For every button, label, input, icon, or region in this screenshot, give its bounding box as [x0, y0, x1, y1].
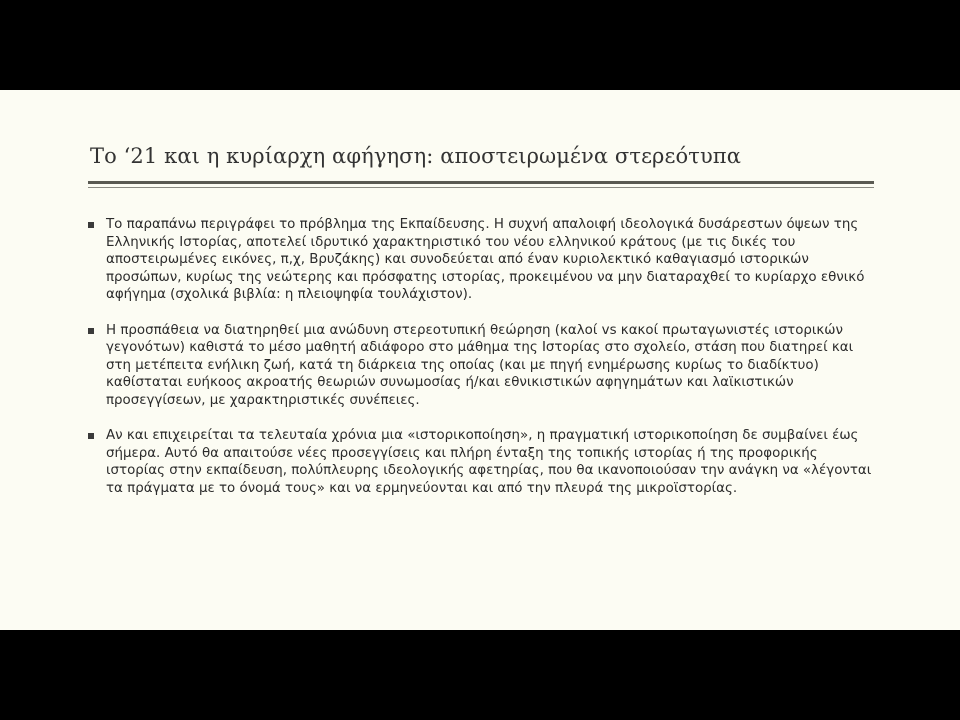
bullet-text: Αν και επιχειρείται τα τελευταία χρόνια μια «ιστορικοποίηση», η πραγματική ιστορικοποίηση δε συμβαίνει έως σήμερα. Αυτό θα απαιτούσε νέες προσεγγίσεις και πλήρη ένταξη της τοπικής ιστορίας ή της προφορικής ιστορίας στην εκπαίδευση, πολύπλευρης ιδεολογικής αφετηρίας, που θα ικανοποιούσαν την ανάγκη να «λέγονται τα πράγματα με το όνομά τους» και να ερμηνεύονται και από την πλευρά της μικροϊστορίας.	[106, 428, 872, 496]
slide-title: Το ‘21 και η κυρίαρχη αφήγηση: αποστειρωμένα στερεότυπα	[90, 144, 741, 168]
bullet-list	[88, 216, 874, 515]
square-bullet-icon	[88, 222, 94, 228]
square-bullet-icon	[88, 433, 94, 439]
bullet-text: Το παραπάνω περιγράφει το πρόβλημα της Εκπαίδευσης. Η συχνή απαλοιφή ιδεολογικά δυσάρεστων όψεων της Ελληνικής Ιστορίας, αποτελεί ιδρυτικό χαρακτηριστικό του νέου ελληνικού κράτους (με τις δικές του αποστειρωμένες εικόνες, π,χ, Βρυζάκης) και συνοδεύεται από έναν κυριολεκτικό καθαγιασμό ιστορικών προσώπων, κυρίως της νεώτερης και πρόσφατης ιστορίας, προκειμένου να μην διαταραχθεί το κυρίαρχο εθνικό αφήγημα (σχολικά βιβλία: η πλειοψηφία τουλάχιστον).	[106, 217, 865, 302]
bullet-item-1	[88, 216, 874, 304]
bullet-item-2	[88, 322, 874, 410]
square-bullet-icon	[88, 328, 94, 334]
title-underline-thin	[88, 187, 874, 188]
bullet-text: Η προσπάθεια να διατηρηθεί μια ανώδυνη στερεοτυπική θεώρηση (καλοί vs κακοί πρωταγωνιστές ιστορικών γεγονότων) καθιστά το μέσο μαθητή αδιάφορο στο μάθημα της Ιστορίας στο σχολείο, στάση που διατηρεί και στη μετέπειτα ενήλικη ζωή, κατά τη διάρκεια της οποίας (και με πηγή ενημέρωσης κυρίως το διαδίκτυο) καθίσταται ευήκοος ακροατής θεωριών συνωμοσίας ή/και εθνικιστικών αφηγημάτων και λαϊκιστικών προσεγγίσεων, με χαρακτηριστικές συνέπειες.	[106, 322, 854, 408]
title-underline-thick	[88, 181, 874, 184]
bullet-item-3	[88, 427, 874, 497]
